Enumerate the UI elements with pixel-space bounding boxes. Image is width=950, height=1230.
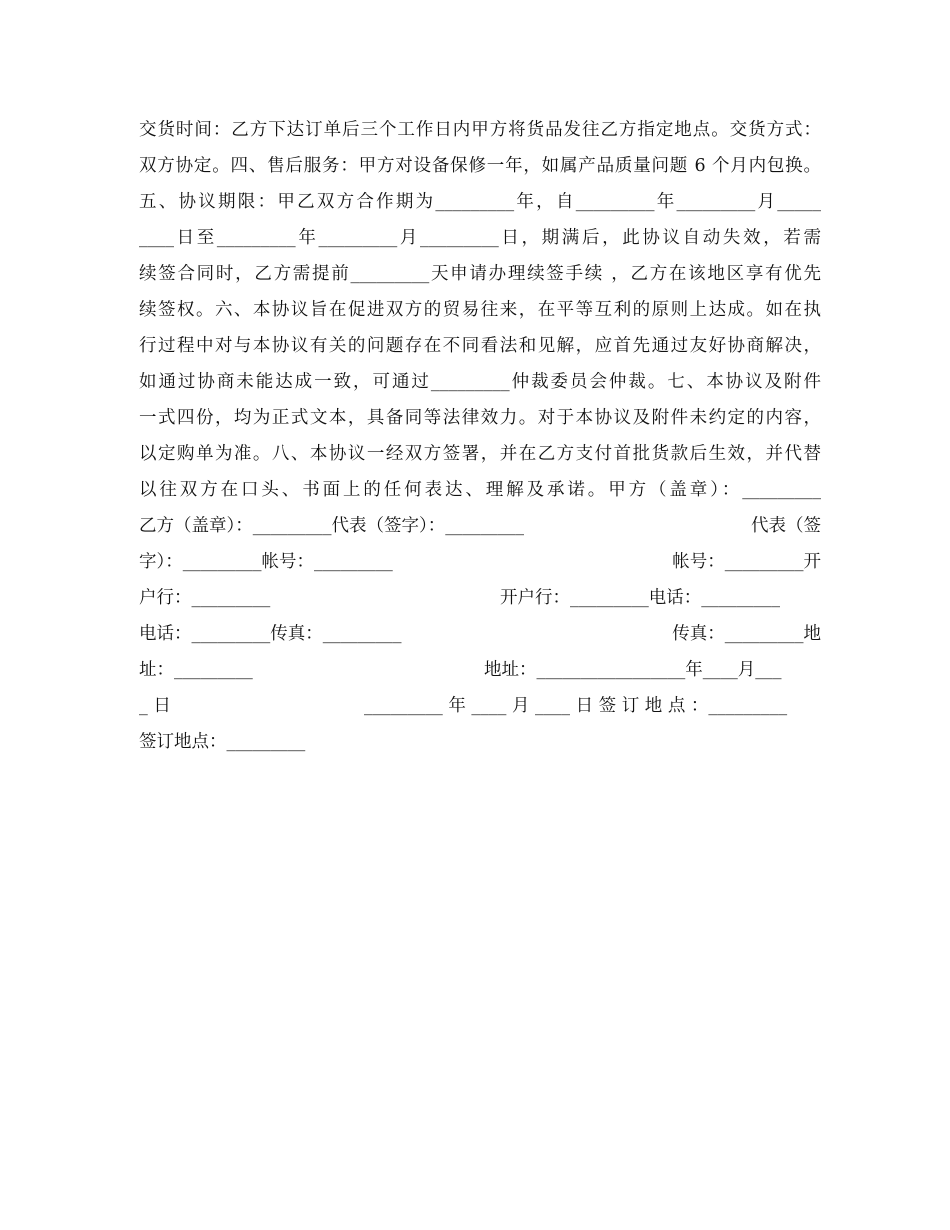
paragraph-line: 以定购单为准。八、本协议一经双方签署，并在乙方支付首批货款后生效，并代替 (139, 444, 821, 464)
paragraph-line: 一式四份，均为正式文本，具备同等法律效力。对于本协议及附件未约定的内容， (139, 408, 821, 428)
signature-row-right: 帐号：_________开 (672, 552, 821, 572)
paragraph-line: 续签权。六、本协议旨在促进双方的贸易往来，在平等互利的原则上达成。如在执 (139, 300, 821, 320)
paragraph-line: 行过程中对与本协议有关的问题存在不同看法和见解，应首先通过友好协商解决， (139, 336, 821, 356)
signature-row-left: _ 日 (139, 696, 171, 716)
paragraph-line: 如通过协商未能达成一致，可通过_________仲裁委员会仲裁。七、本协议及附件 (139, 372, 821, 392)
signature-row-right: 代表（签 (751, 516, 821, 536)
paragraph-line: 双方协定。四、售后服务：甲方对设备保修一年，如属产品质量问题 6 个月内包换。 (139, 156, 821, 176)
signature-row-middle: _________ 年 ____ 月 ____ 日 签 订 地 点 ：_________ (364, 696, 788, 716)
signature-row-right: 传真：_________地 (672, 624, 821, 644)
paragraph-line: 交货时间：乙方下达订单后三个工作日内甲方将货品发往乙方指定地点。交货方式： (139, 120, 821, 140)
signature-row-left: 电话：_________传真：_________ (139, 624, 402, 644)
signature-row-left: 户行：_________ (139, 588, 271, 608)
paragraph-line: 五、协议期限：甲乙双方合作期为_________年，自_________年_________月_____ (139, 192, 821, 212)
signature-row-left: 字）：_________帐号：_________ (139, 552, 393, 572)
signature-row-left: 签订地点：_________ (139, 732, 306, 752)
signature-row-left: 乙方（盖章）：_________代表（签字）：_________ (139, 516, 524, 536)
paragraph-line: 以往双方在口头、书面上的任何表达、理解及承诺。甲方（盖章）：_________ (139, 480, 821, 500)
signature-row-left: 址：_________ (139, 660, 253, 680)
paragraph-line: 续签合同时，乙方需提前_________天申请办理续签手续 ，乙方在该地区享有优先 (139, 264, 821, 284)
paragraph-line: ____日至_________年_________月_________日，期满后，此协议自动失效，若需 (139, 228, 821, 248)
signature-row-middle: 地址：_________________年____月___ (484, 660, 782, 680)
signature-row-middle: 开户行：_________电话：_________ (500, 588, 780, 608)
